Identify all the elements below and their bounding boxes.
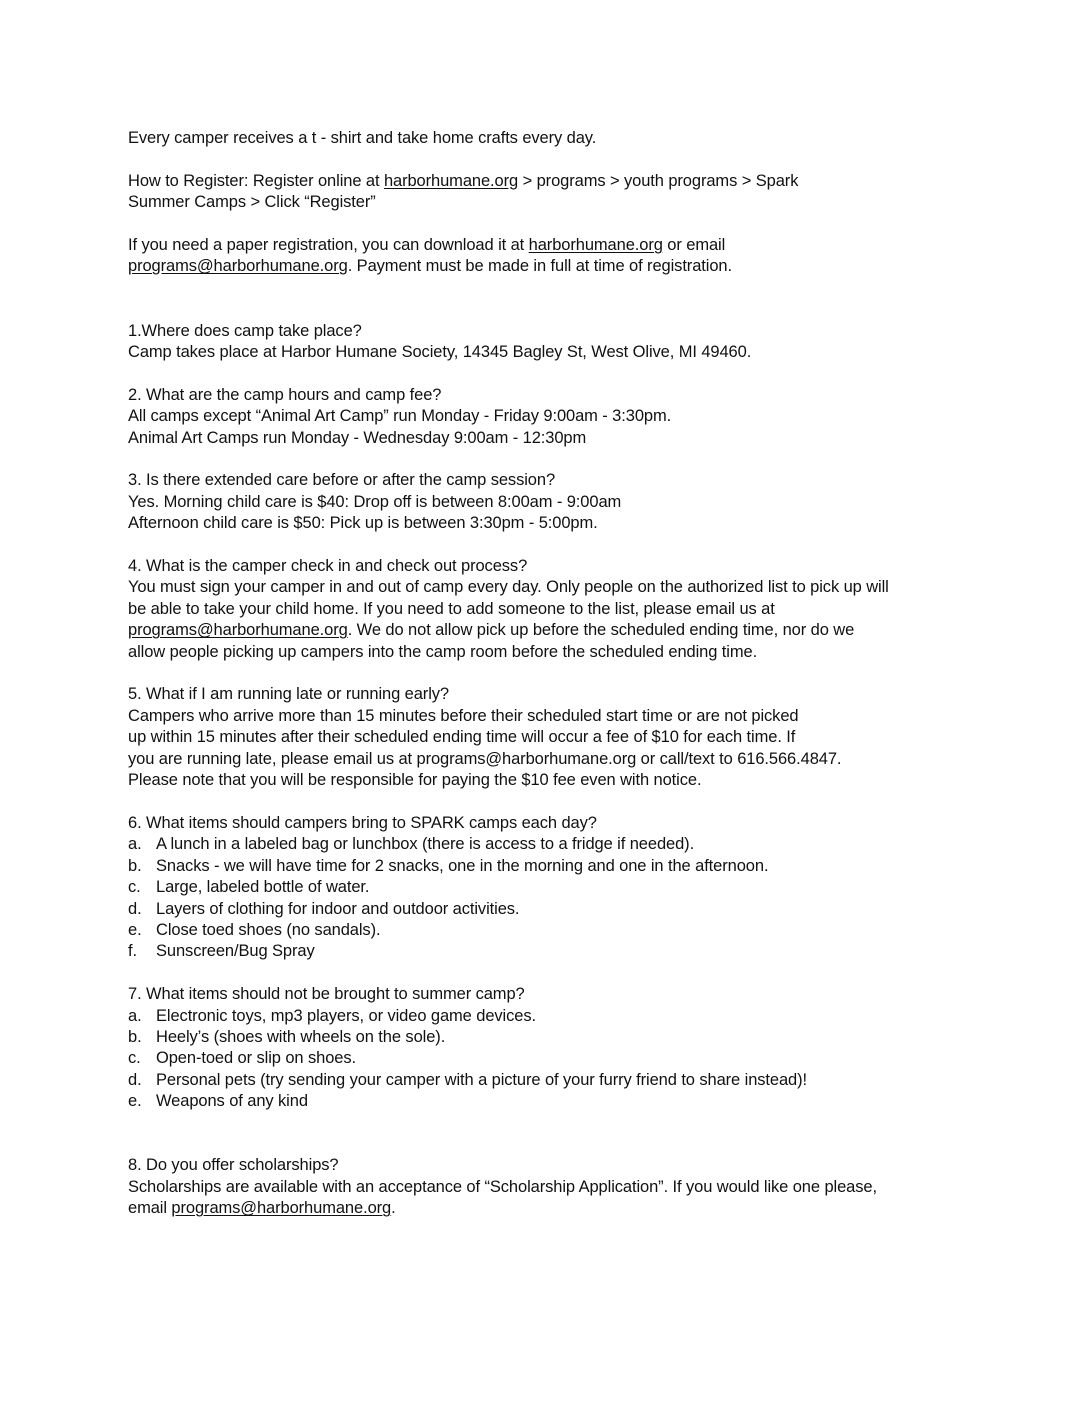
faq-5-answer-line-3: you are running late, please email us at programs@harborhumane.org or call/text to 616.566.4847. — [128, 749, 842, 768]
faq-1-answer: Camp takes place at Harbor Humane Society, 14345 Bagley St, West Olive, MI 49460. — [128, 343, 752, 362]
faq-2-question: 2. What are the camp hours and camp fee? — [128, 385, 442, 404]
list-item: c. Open-toed or slip on shoes. — [128, 1049, 357, 1068]
faq-8-answer-line-1: Scholarships are available with an acceptance of “Scholarship Application”. If you would like one please, — [128, 1177, 877, 1196]
faq-1 — [128, 321, 978, 364]
faq-5-answer-line-1: Campers who arrive more than 15 minutes before their scheduled start time or are not picked — [128, 706, 799, 725]
programs-email-link-2[interactable]: programs@harborhumane.org — [128, 621, 348, 640]
list-item: c. Large, labeled bottle of water. — [128, 878, 370, 897]
faq-8-question: 8. Do you offer scholarships? — [128, 1156, 339, 1175]
faq-6 — [128, 813, 978, 963]
faq-2-answer-line-2: Animal Art Camps run Monday - Wednesday 9:00am - 12:30pm — [128, 428, 587, 447]
faq-5-answer-line-2: up within 15 minutes after their scheduled ending time will occur a fee of $10 for each time. If — [128, 728, 796, 747]
faq-4-answer-line-3: programs@harborhumane.org. We do not allow pick up before the scheduled ending time, nor do we — [128, 621, 855, 640]
intro-text: Every camper receives a t - shirt and take home crafts every day. — [128, 129, 597, 147]
faq-4 — [128, 556, 978, 663]
faq-3-answer-line-2: Afternoon child care is $50: Pick up is between 3:30pm - 5:00pm. — [128, 514, 598, 533]
faq-7 — [128, 984, 978, 1112]
document-body — [128, 128, 978, 1241]
paper-line-2: programs@harborhumane.org. Payment must be made in full at time of registration. — [128, 257, 732, 276]
faq-3 — [128, 470, 978, 534]
harborhumane-link[interactable]: harborhumane.org — [383, 171, 519, 190]
list-item: e. Weapons of any kind — [128, 1092, 308, 1111]
paper-registration-paragraph — [128, 235, 978, 278]
programs-email-link[interactable]: programs@harborhumane.org — [128, 257, 348, 276]
list-item: d. Personal pets (try sending your camper with a picture of your furry friend to share instead)! — [128, 1070, 808, 1089]
faq-2 — [128, 385, 978, 449]
harborhumane-link-2[interactable]: harborhumane.org — [528, 236, 663, 254]
faq-8 — [128, 1155, 978, 1219]
list-item: e. Close toed shoes (no sandals). — [128, 920, 381, 939]
faq-1-question: 1.Where does camp take place? — [128, 321, 362, 340]
register-paragraph — [128, 171, 978, 214]
intro-paragraph — [128, 128, 978, 149]
list-item: a. A lunch in a labeled bag or lunchbox (there is access to a fridge if needed). — [128, 835, 695, 854]
programs-email-link-3[interactable]: programs@harborhumane.org — [171, 1199, 392, 1218]
faq-8-answer-line-2: email programs@harborhumane.org. — [128, 1199, 396, 1218]
list-item: b. Snacks - we will have time for 2 snacks, one in the morning and one in the afternoon. — [128, 856, 769, 875]
faq-6-question: 6. What items should campers bring to SPARK camps each day? — [128, 813, 597, 832]
faq-4-question: 4. What is the camper check in and check out process? — [128, 557, 528, 576]
faq-4-answer-line-4: allow people picking up campers into the camp room before the scheduled ending time. — [128, 642, 758, 661]
faq-3-question: 3. Is there extended care before or after the camp session? — [128, 471, 556, 490]
faq-7-question: 7. What items should not be brought to summer camp? — [128, 985, 525, 1004]
list-item: b. Heely’s (shoes with wheels on the sole). — [128, 1027, 446, 1046]
faq-5-question: 5. What if I am running late or running early? — [128, 685, 449, 704]
faq-5-answer-line-4: Please note that you will be responsible for paying the $10 fee even with notice. — [128, 771, 702, 790]
register-line-2: Summer Camps > Click “Register” — [128, 193, 376, 212]
register-line-1: How to Register: Register online at harborhumane.org > programs > youth programs > Spark — [128, 171, 799, 190]
faq-4-answer-line-1: You must sign your camper in and out of camp every day. Only people on the authorized list to pick up will — [128, 578, 889, 597]
list-item: a. Electronic toys, mp3 players, or video game devices. — [128, 1006, 536, 1025]
paper-line-1: If you need a paper registration, you can download it at harborhumane.org or email — [128, 236, 726, 254]
list-item: f. Sunscreen/Bug Spray — [128, 942, 315, 961]
faq-4-answer-line-2: be able to take your child home. If you need to add someone to the list, please email us at — [128, 599, 775, 618]
faq-3-answer-line-1: Yes. Morning child care is $40: Drop off is between 8:00am - 9:00am — [128, 492, 622, 511]
faq-5 — [128, 684, 978, 791]
faq-2-answer-line-1: All camps except “Animal Art Camp” run Monday - Friday 9:00am - 3:30pm. — [128, 407, 672, 426]
list-item: d. Layers of clothing for indoor and outdoor activities. — [128, 899, 520, 918]
